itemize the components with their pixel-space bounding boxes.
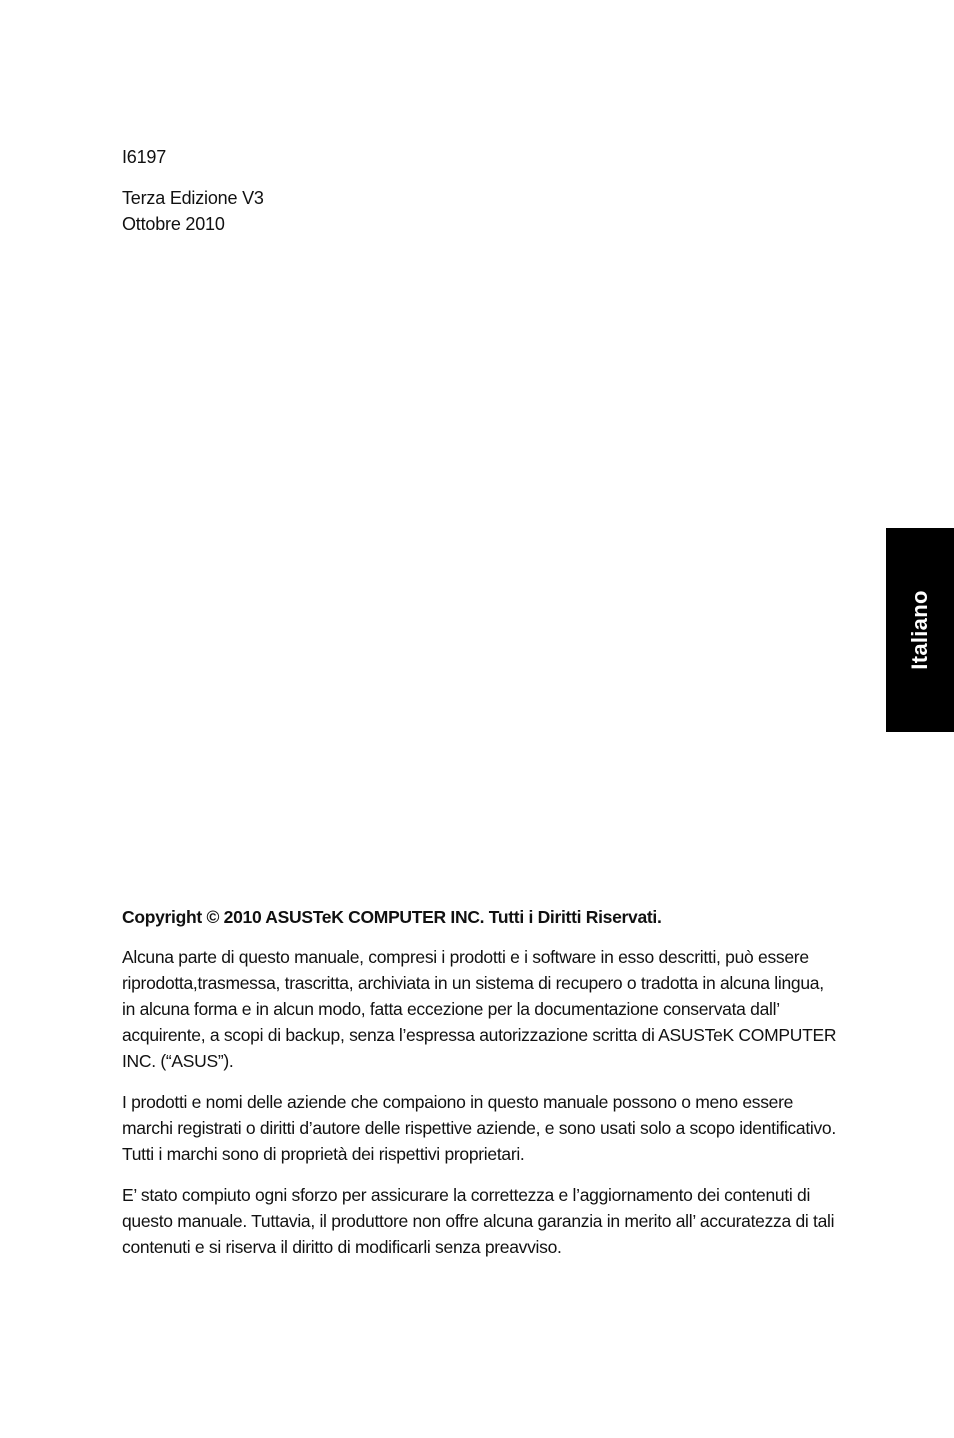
edition-label: Terza Edizione V3 (122, 188, 264, 208)
legal-notice (122, 904, 840, 1275)
legal-paragraph-reproduction: Alcuna parte di questo manuale, compresi i prodotti e i software in esso descritti, può essere riprodotta,trasmessa, trascritta, archiviata in un sistema di recupero o tradotta in alcuna lingua, in alcuna forma e in alcun modo, fatta eccezione per la documentazione conservata dall’ acquirente, a scopi di backup, senza l’espressa autorizzazione scritta di ASUSTeK COMPUTER INC. (“ASUS”). (122, 947, 837, 1071)
language-tab-label: Italiano (907, 590, 932, 670)
legal-paragraph-trademarks: I prodotti e nomi delle aziende che compaiono in questo manuale possono o meno essere marchi registrati o diritti d’autore delle rispettive aziende, e sono usati solo a scopo identificativo. Tutti i marchi sono di proprietà dei rispettivi proprietari. (122, 1092, 836, 1164)
edition-info (122, 185, 264, 237)
document-code: I6197 (122, 147, 167, 167)
language-side-tab (886, 528, 954, 732)
legal-paragraph-disclaimer: E’ stato compiuto ogni sforzo per assicurare la correttezza e l’aggiornamento dei contenuti di questo manuale. Tuttavia, il produttore non offre alcuna garanzia in merito all’ accuratezza di tali contenuti e si riserva il diritto di modificarli senza preavviso. (122, 1185, 835, 1257)
copyright-heading: Copyright © 2010 ASUSTeK COMPUTER INC. Tutti i Diritti Riservati. (122, 907, 662, 927)
edition-date: Ottobre 2010 (122, 214, 225, 234)
